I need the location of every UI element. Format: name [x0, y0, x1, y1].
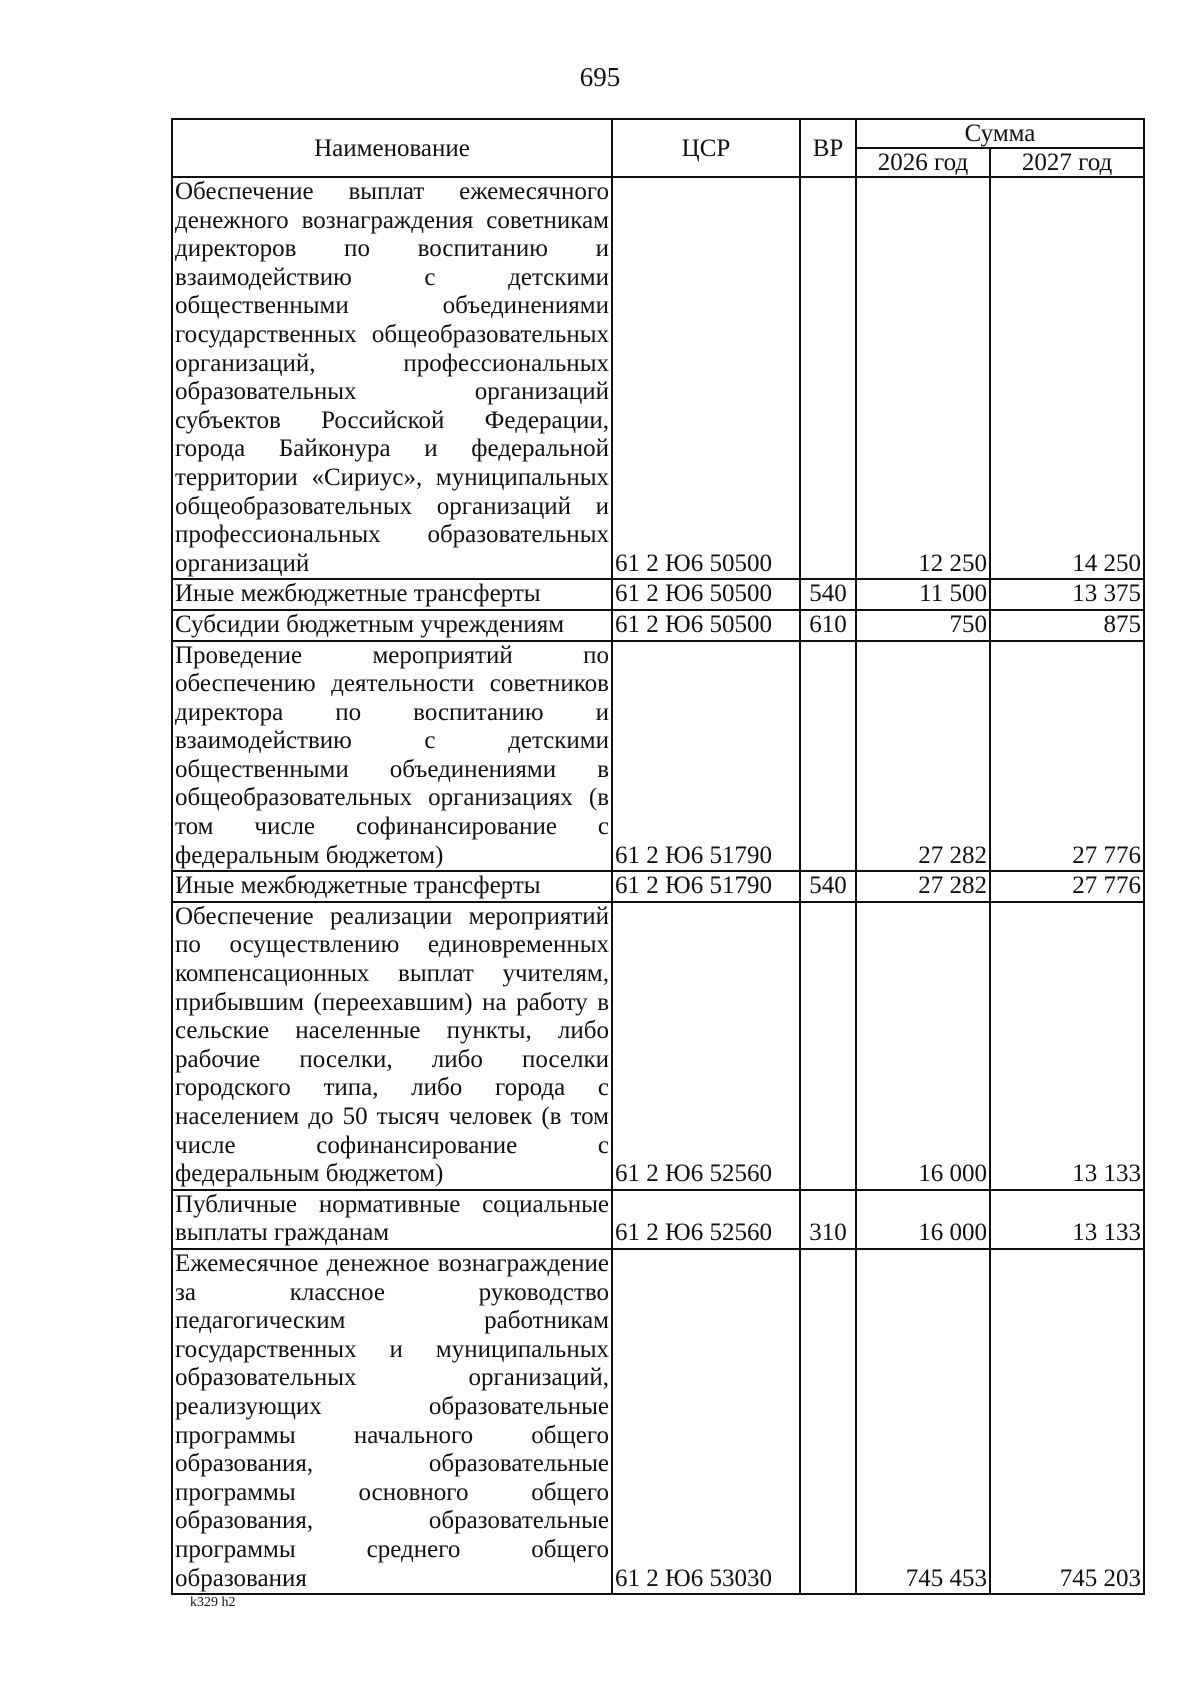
row-name: Субсидии бюджетным учреждениям: [172, 610, 612, 641]
table-row: [172, 1190, 1144, 1249]
row-vr: 540: [800, 871, 856, 902]
row-sum-2027: 13 375: [990, 579, 1144, 610]
table-row: [172, 1249, 1144, 1594]
header-csr: ЦСР: [612, 119, 800, 177]
row-name: Обеспечение выплат ежемесячного денежного вознаграждения советникам директоров по воспитанию и взаимодействию с детскими общественными объединениями государственных общеобразовательных организаций, профессиональных образовательных организаций субъектов Российской Федерации, города Байконура и федеральной территории «Сириус», муниципальных общеобразовательных организаций и профессиональных образовательных организаций: [172, 177, 612, 579]
row-vr: 310: [800, 1190, 856, 1249]
row-csr: 61 2 Ю6 51790: [612, 871, 800, 902]
table-row: [172, 902, 1144, 1190]
table-row: [172, 177, 1144, 579]
header-sum: Сумма: [856, 119, 1144, 148]
row-csr: 61 2 Ю6 50500: [612, 610, 800, 641]
header-row: [172, 119, 1144, 148]
row-sum-2026: 745 453: [856, 1249, 990, 1594]
row-vr: 610: [800, 610, 856, 641]
row-vr: [800, 641, 856, 872]
row-sum-2027: 13 133: [990, 1190, 1144, 1249]
row-sum-2026: 12 250: [856, 177, 990, 579]
row-name: Иные межбюджетные трансферты: [172, 579, 612, 610]
row-sum-2026: 11 500: [856, 579, 990, 610]
row-name: Публичные нормативные социальные выплаты гражданам: [172, 1190, 612, 1249]
header-vr: ВР: [800, 119, 856, 177]
row-sum-2027: 13 133: [990, 902, 1144, 1190]
row-csr: 61 2 Ю6 52560: [612, 902, 800, 1190]
row-csr: 61 2 Ю6 53030: [612, 1249, 800, 1594]
row-name: Обеспечение реализации мероприятий по осуществлению единовременных компенсационных выплат учителям, прибывшим (переехавшим) на работу в сельские населенные пункты, либо рабочие поселки, либо поселки городского типа, либо города с населением до 50 тысяч человек (в том числе софинансирование с федеральным бюджетом): [172, 902, 612, 1190]
row-sum-2026: 16 000: [856, 902, 990, 1190]
row-csr: 61 2 Ю6 50500: [612, 579, 800, 610]
header-year-2026: 2026 год: [856, 148, 990, 177]
row-csr: 61 2 Ю6 52560: [612, 1190, 800, 1249]
page-number: 695: [579, 62, 621, 92]
header-year-2027: 2027 год: [990, 148, 1144, 177]
budget-table: [171, 118, 1145, 1595]
row-sum-2026: 16 000: [856, 1190, 990, 1249]
header-name: Наименование: [172, 119, 612, 177]
row-sum-2027: 745 203: [990, 1249, 1144, 1594]
row-vr: [800, 177, 856, 579]
row-name: Проведение мероприятий по обеспечению деятельности советников директора по воспитанию и взаимодействию с детскими общественными объединениями в общеобразовательных организациях (в том числе софинансирование с федеральным бюджетом): [172, 641, 612, 872]
row-sum-2027: 27 776: [990, 641, 1144, 872]
row-sum-2027: 14 250: [990, 177, 1144, 579]
row-sum-2026: 750: [856, 610, 990, 641]
row-vr: [800, 1249, 856, 1594]
row-sum-2027: 27 776: [990, 871, 1144, 902]
table-row: [172, 610, 1144, 641]
row-sum-2026: 27 282: [856, 871, 990, 902]
row-vr: [800, 902, 856, 1190]
table-row: [172, 871, 1144, 902]
row-name: Ежемесячное денежное вознаграждение за классное руководство педагогическим работникам государственных и муниципальных образовательных организаций, реализующих образовательные программы начального общего образования, образовательные программы основного общего образования, образовательные программы среднего общего образования: [172, 1249, 612, 1594]
row-csr: 61 2 Ю6 50500: [612, 177, 800, 579]
table-row: [172, 579, 1144, 610]
table-row: [172, 641, 1144, 872]
row-name: Иные межбюджетные трансферты: [172, 871, 612, 902]
row-csr: 61 2 Ю6 51790: [612, 641, 800, 872]
row-vr: 540: [800, 579, 856, 610]
row-sum-2027: 875: [990, 610, 1144, 641]
footer-document-code: k329 h2: [190, 1595, 236, 1610]
row-sum-2026: 27 282: [856, 641, 990, 872]
